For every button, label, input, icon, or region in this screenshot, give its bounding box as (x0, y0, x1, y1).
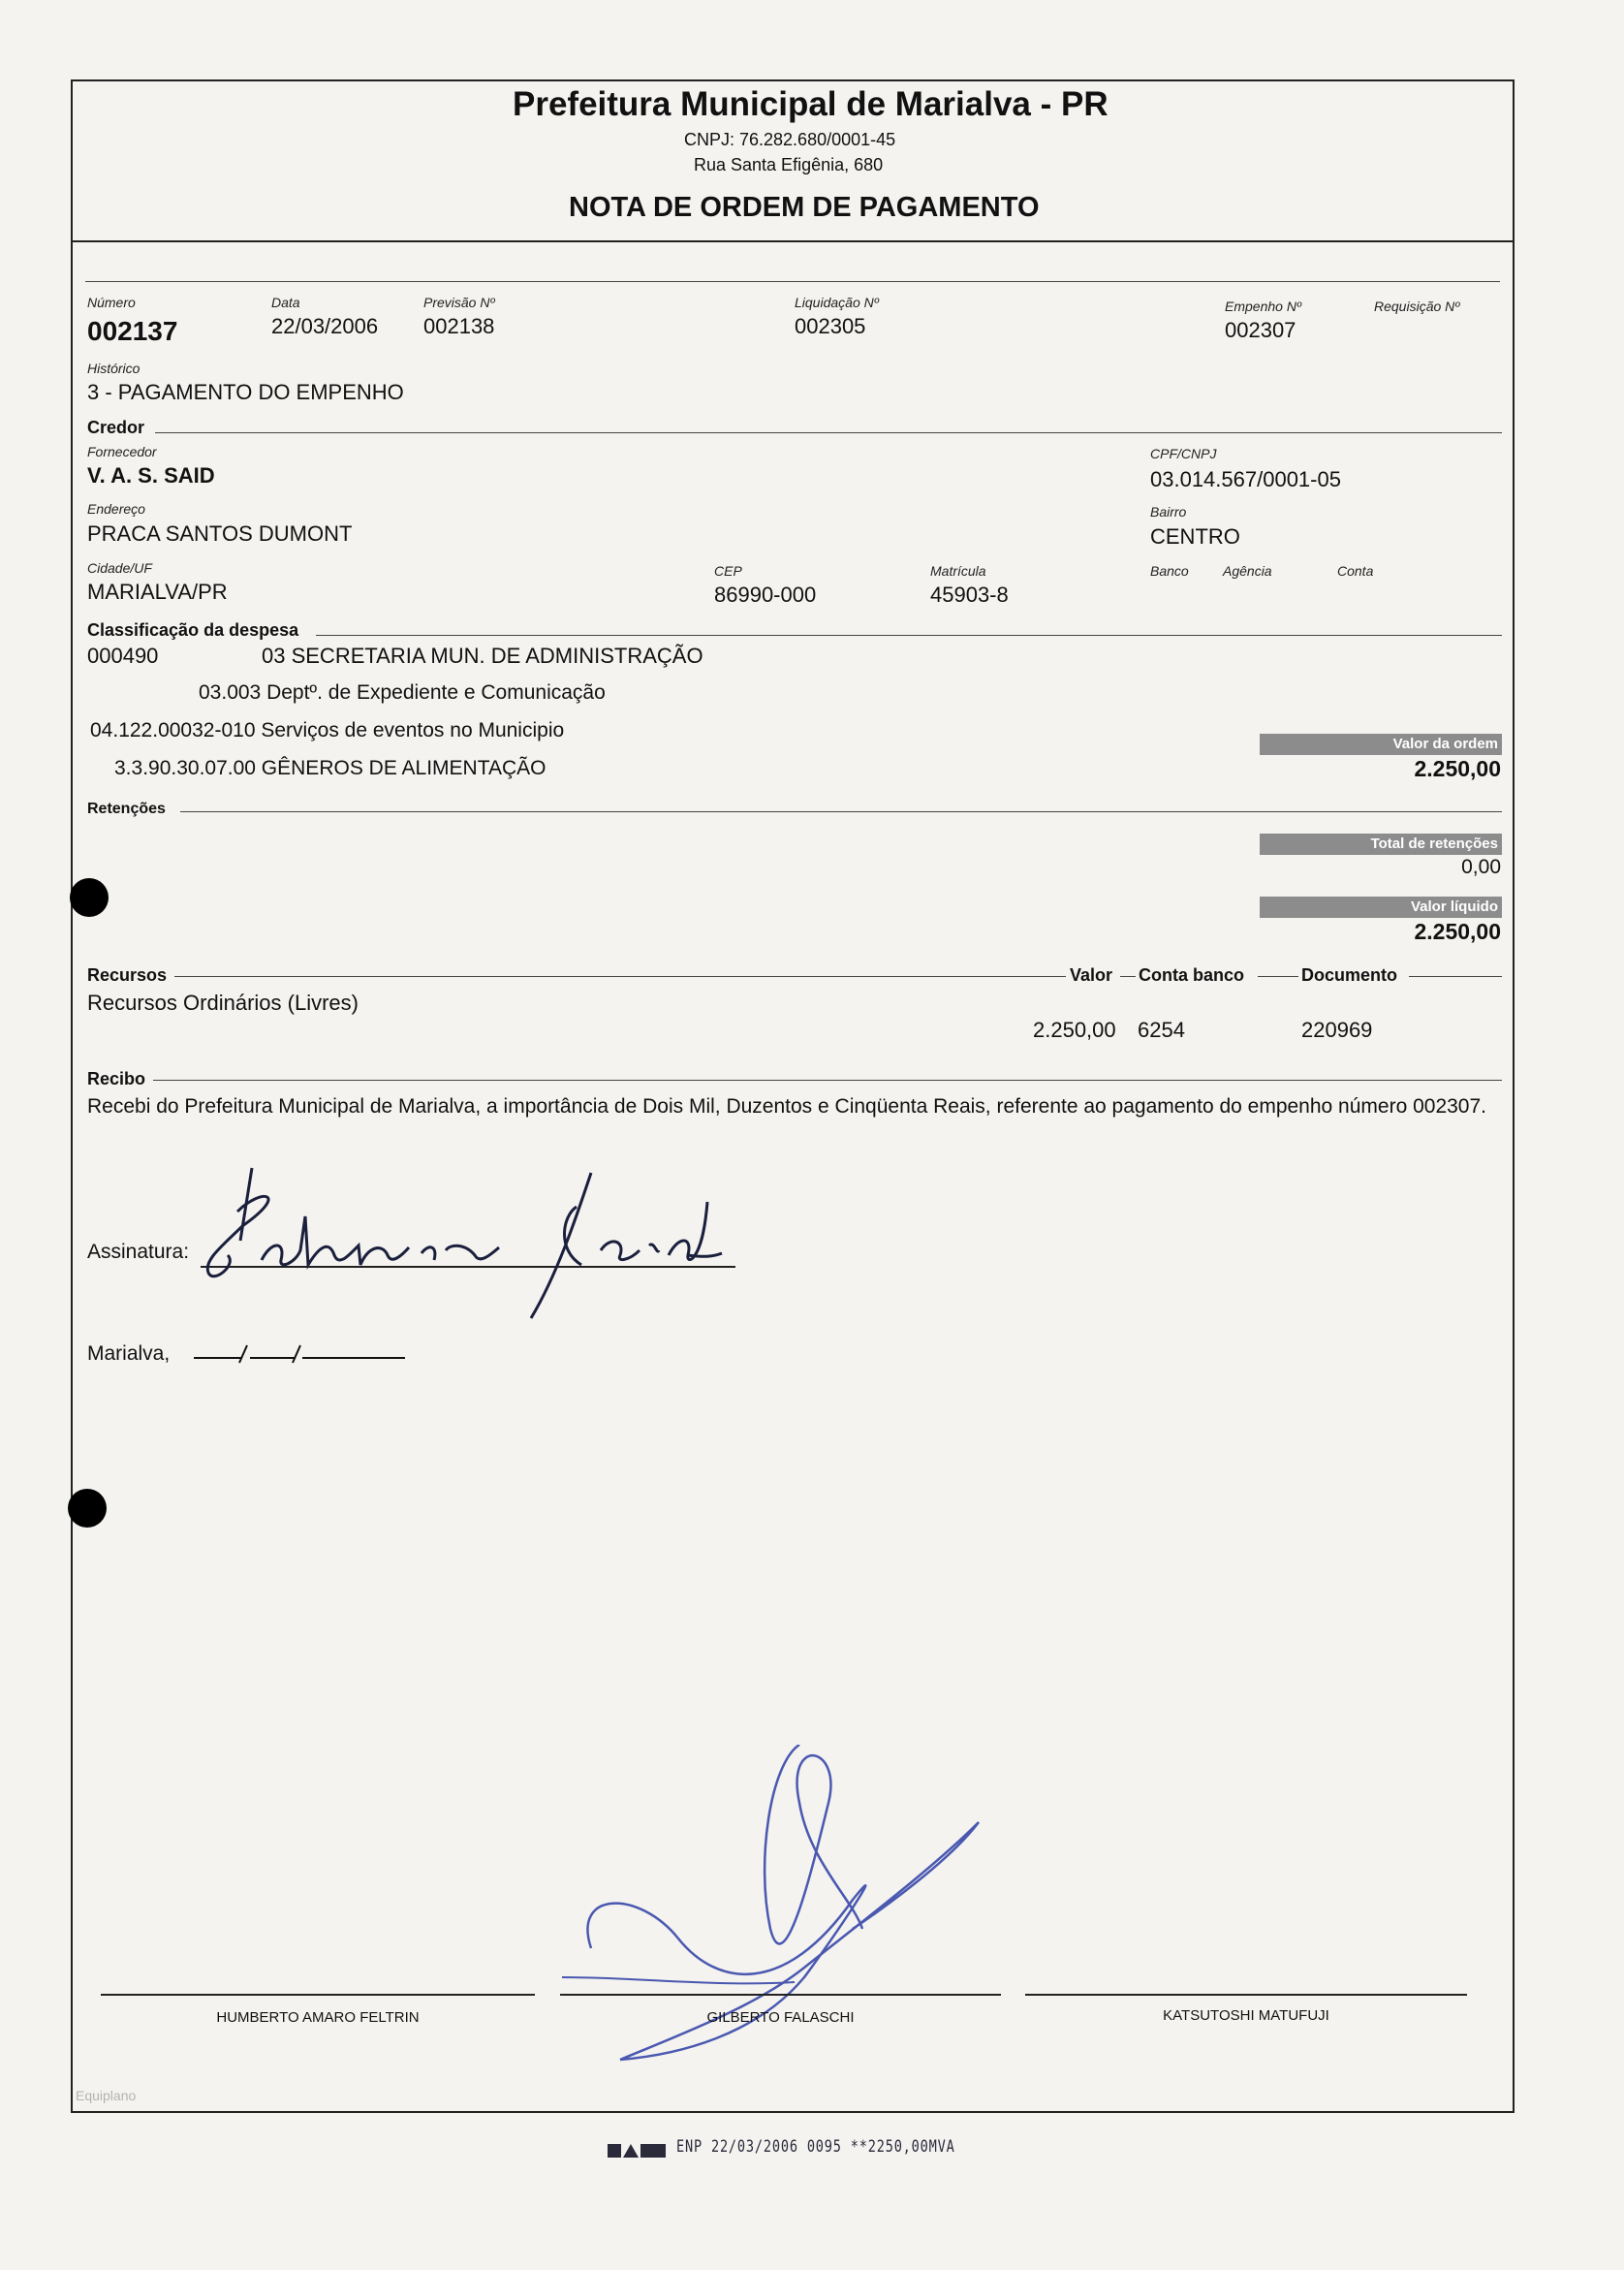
valor-liquido-value: 2.250,00 (1414, 919, 1501, 944)
punch-hole-bottom (68, 1489, 107, 1528)
numero-value: 002137 (87, 316, 178, 346)
recursos-documento: 220969 (1301, 1018, 1373, 1042)
recibo-section-title: Recibo (87, 1069, 146, 1088)
retencoes-rule (180, 811, 1502, 812)
signatory-line-left (101, 1994, 535, 1996)
liquidacao-value: 002305 (795, 314, 866, 338)
page-title: Prefeitura Municipal de Marialva - PR (513, 85, 1109, 123)
previsao-label: Previsão Nº (423, 295, 495, 310)
valor-ordem-label: Valor da ordem (1260, 734, 1502, 755)
recursos-documento-label: Documento (1301, 965, 1397, 985)
recursos-rule-d (1409, 976, 1502, 977)
recursos-rule-a (174, 976, 1066, 977)
cpf-value: 03.014.567/0001-05 (1150, 467, 1341, 491)
signatory-middle: GILBERTO FALASCHI (706, 2009, 855, 2026)
recursos-valor-label: Valor (1070, 965, 1113, 985)
endereco-label: Endereço (87, 501, 145, 517)
recibo-rule (153, 1080, 1502, 1081)
cidade-label: Cidade/UF (87, 560, 152, 576)
historico-label: Histórico (87, 361, 141, 376)
punch-hole-top (70, 878, 109, 917)
conta-label: Conta (1337, 563, 1374, 579)
recursos-rule-c (1258, 976, 1298, 977)
cidade-value: MARIALVA/PR (87, 580, 228, 604)
total-retencoes-value: 0,00 (1461, 856, 1501, 878)
retencoes-section-title: Retenções (87, 801, 166, 817)
header-divider (73, 240, 1513, 242)
recursos-rule-b (1120, 976, 1136, 977)
bairro-value: CENTRO (1150, 524, 1240, 549)
fornecedor-value: V. A. S. SAID (87, 463, 215, 488)
banco-label: Banco (1150, 563, 1189, 579)
total-retencoes-label: Total de retenções (1260, 834, 1502, 855)
classificacao-code: 000490 (87, 644, 159, 668)
recibo-text: Recebi do Prefeitura Municipal de Marialva, a importância de Dois Mil, Duzentos e Cinqüenta Reais, referente ao pagamento do empenho número 002307. (87, 1095, 1486, 1118)
handwritten-signature (184, 1158, 727, 1323)
bank-authentication-stamp: ENP 22/03/2006 0095 **2250,00MVA (676, 2137, 955, 2157)
matricula-value: 45903-8 (930, 583, 1009, 607)
matricula-label: Matrícula (930, 563, 986, 579)
cep-value: 86990-000 (714, 583, 817, 607)
liquidacao-label: Liquidação Nº (795, 295, 879, 310)
valor-liquido-label: Valor líquido (1260, 897, 1502, 918)
local-label: Marialva, (87, 1342, 171, 1365)
signatory-line-right (1025, 1994, 1467, 1996)
address-text: Rua Santa Efigênia, 680 (694, 155, 884, 174)
recursos-section-title: Recursos (87, 965, 168, 985)
assinatura-label: Assinatura: (87, 1241, 190, 1263)
cnpj-text: CNPJ: 76.282.680/0001-45 (684, 130, 896, 149)
recursos-item: Recursos Ordinários (Livres) (87, 991, 359, 1015)
dept-text: 03.003 Deptº. de Expediente e Comunicação (199, 681, 606, 704)
empenho-value: 002307 (1225, 318, 1296, 342)
signatory-line-middle (560, 1994, 1001, 1996)
cep-label: CEP (714, 563, 742, 579)
official-blue-signature (562, 1745, 1017, 2084)
credor-section-title: Credor (87, 418, 145, 437)
data-value: 22/03/2006 (271, 314, 379, 338)
recursos-valor: 2.250,00 (1033, 1018, 1116, 1042)
credor-rule (155, 432, 1502, 433)
agencia-label: Agência (1223, 563, 1272, 579)
software-watermark: Equiplano (76, 2088, 137, 2103)
historico-value: 3 - PAGAMENTO DO EMPENHO (87, 380, 404, 404)
classificacao-section-title: Classificação da despesa (87, 620, 299, 640)
previsao-value: 002138 (423, 314, 495, 338)
empenho-label: Empenho Nº (1225, 299, 1302, 314)
recursos-conta-label: Conta banco (1139, 965, 1245, 985)
info-top-rule (85, 281, 1500, 282)
bairro-label: Bairro (1150, 504, 1187, 520)
data-label: Data (271, 295, 300, 310)
signatory-left: HUMBERTO AMARO FELTRIN (216, 2009, 420, 2026)
valor-ordem-value: 2.250,00 (1414, 756, 1501, 781)
requisicao-label: Requisição Nº (1374, 299, 1460, 314)
elemento-text: 3.3.90.30.07.00 GÊNEROS DE ALIMENTAÇÃO (114, 757, 547, 779)
classificacao-rule (316, 635, 1502, 636)
signatory-right: KATSUTOSHI MATUFUJI (1163, 2007, 1329, 2024)
fornecedor-label: Fornecedor (87, 444, 157, 459)
programa-text: 04.122.00032-010 Serviços de eventos no Municipio (90, 719, 565, 741)
endereco-value: PRACA SANTOS DUMONT (87, 521, 353, 546)
date-blank-lines (194, 1336, 407, 1374)
recursos-conta: 6254 (1138, 1018, 1185, 1042)
bank-logo-icon (608, 2140, 668, 2160)
numero-label: Número (87, 295, 136, 310)
cpf-label: CPF/CNPJ (1150, 446, 1217, 461)
document-title: NOTA DE ORDEM DE PAGAMENTO (569, 192, 1040, 223)
secretaria-text: 03 SECRETARIA MUN. DE ADMINISTRAÇÃO (262, 644, 703, 668)
